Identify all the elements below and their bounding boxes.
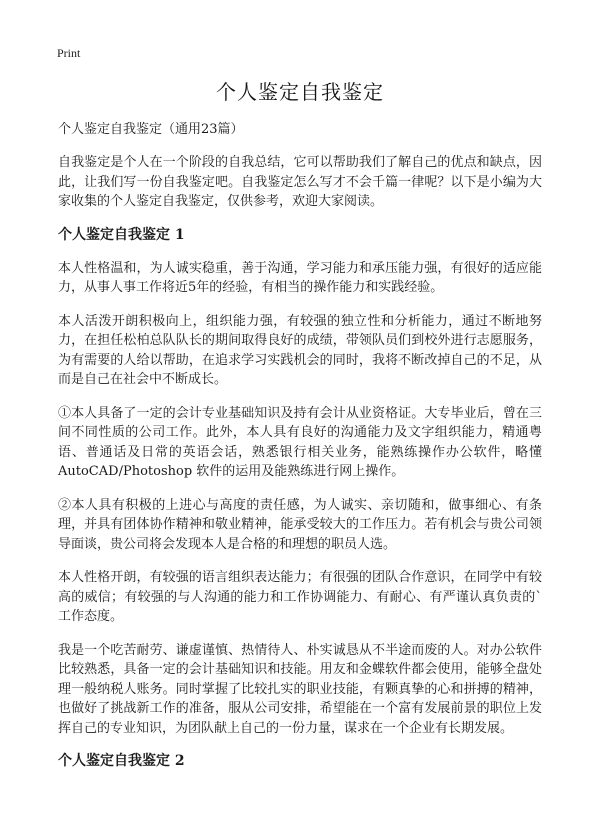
- section-heading-2: 个人鉴定自我鉴定 2: [58, 753, 185, 769]
- section-heading-1: 个人鉴定自我鉴定 1: [58, 226, 185, 243]
- section-1-paragraph: 本人性格温和，为人诚实稳重，善于沟通，学习能力和承压能力强，有很好的适应能力，从事人事工作将近5年的经验，有相当的操作能力和实践经验。: [58, 260, 542, 295]
- document-body: [58, 121, 542, 785]
- page-title: 个人鉴定自我鉴定: [216, 80, 384, 104]
- section-1-paragraph: ①本人具备了一定的会计专业基础知识及持有会计从业资格证。大专毕业后，曾在三间不同性质的公司工作。此外，本人具有良好的沟通能力及文字组织能力，精通粤语、普通话及日常的英语会话，熟悉银行相关业务，能熟练操作办公软件，略懂AutoCAD/Photoshop 软件的运用及能熟练进行网上操作。: [58, 405, 542, 479]
- intro-paragraph: 自我鉴定是个人在一个阶段的自我总结，它可以帮助我们了解自己的优点和缺点，因此，让我们写一份自我鉴定吧。自我鉴定怎么写才不会千篇一律呢？以下是小编为大家收集的个人鉴定自我鉴定，仅供参考，欢迎大家阅读。: [58, 155, 542, 209]
- section-1-paragraph: ②本人具有积极的上进心与高度的责任感，为人诚实、亲切随和，做事细心、有条理，并具有团体协作精神和敬业精神，能承受较大的工作压力。若有机会与贵公司领导面谈，贵公司将会发现本人是合格的和理想的职员人选。: [58, 497, 542, 552]
- section-1-paragraph: 本人活泼开朗积极向上，组织能力强，有较强的独立性和分析能力，通过不断地努力，在担任松柏总队队长的期间取得良好的成绩，带领队员们到校外进行志愿服务，为有需要的人给以帮助，在追求学习实践机会的同时，我将不断改掉自己的不足，从而是自己在社会中不断成长。: [58, 313, 542, 387]
- section-1-paragraph: 本人性格开朗，有较强的语言组织表达能力；有很强的团队合作意识，在同学中有较高的威信；有较强的与人沟通的能力和工作协调能力、有耐心、有严谨认真负责的`工作态度。: [58, 570, 542, 624]
- print-link[interactable]: Print: [57, 46, 81, 60]
- section-1-paragraph: 我是一个吃苦耐劳、谦虚谨慎、热情待人、朴实诚恳从不半途而废的人。对办公软件比较熟悉，具备一定的会计基础知识和技能。用友和金蝶软件都会使用，能够全盘处理一般纳税人账务。同时掌握了比较扎实的职业技能，有颗真挚的心和拼搏的精神，也做好了挑战新工作的准备，服从公司安排，希望能在一个富有发展前景的职位上发挥自己的专业知识，为团队献上自己的一份力量，谋求在一个企业有长期发展。: [58, 642, 542, 736]
- document-subtitle: 个人鉴定自我鉴定（通用23篇）: [58, 122, 244, 137]
